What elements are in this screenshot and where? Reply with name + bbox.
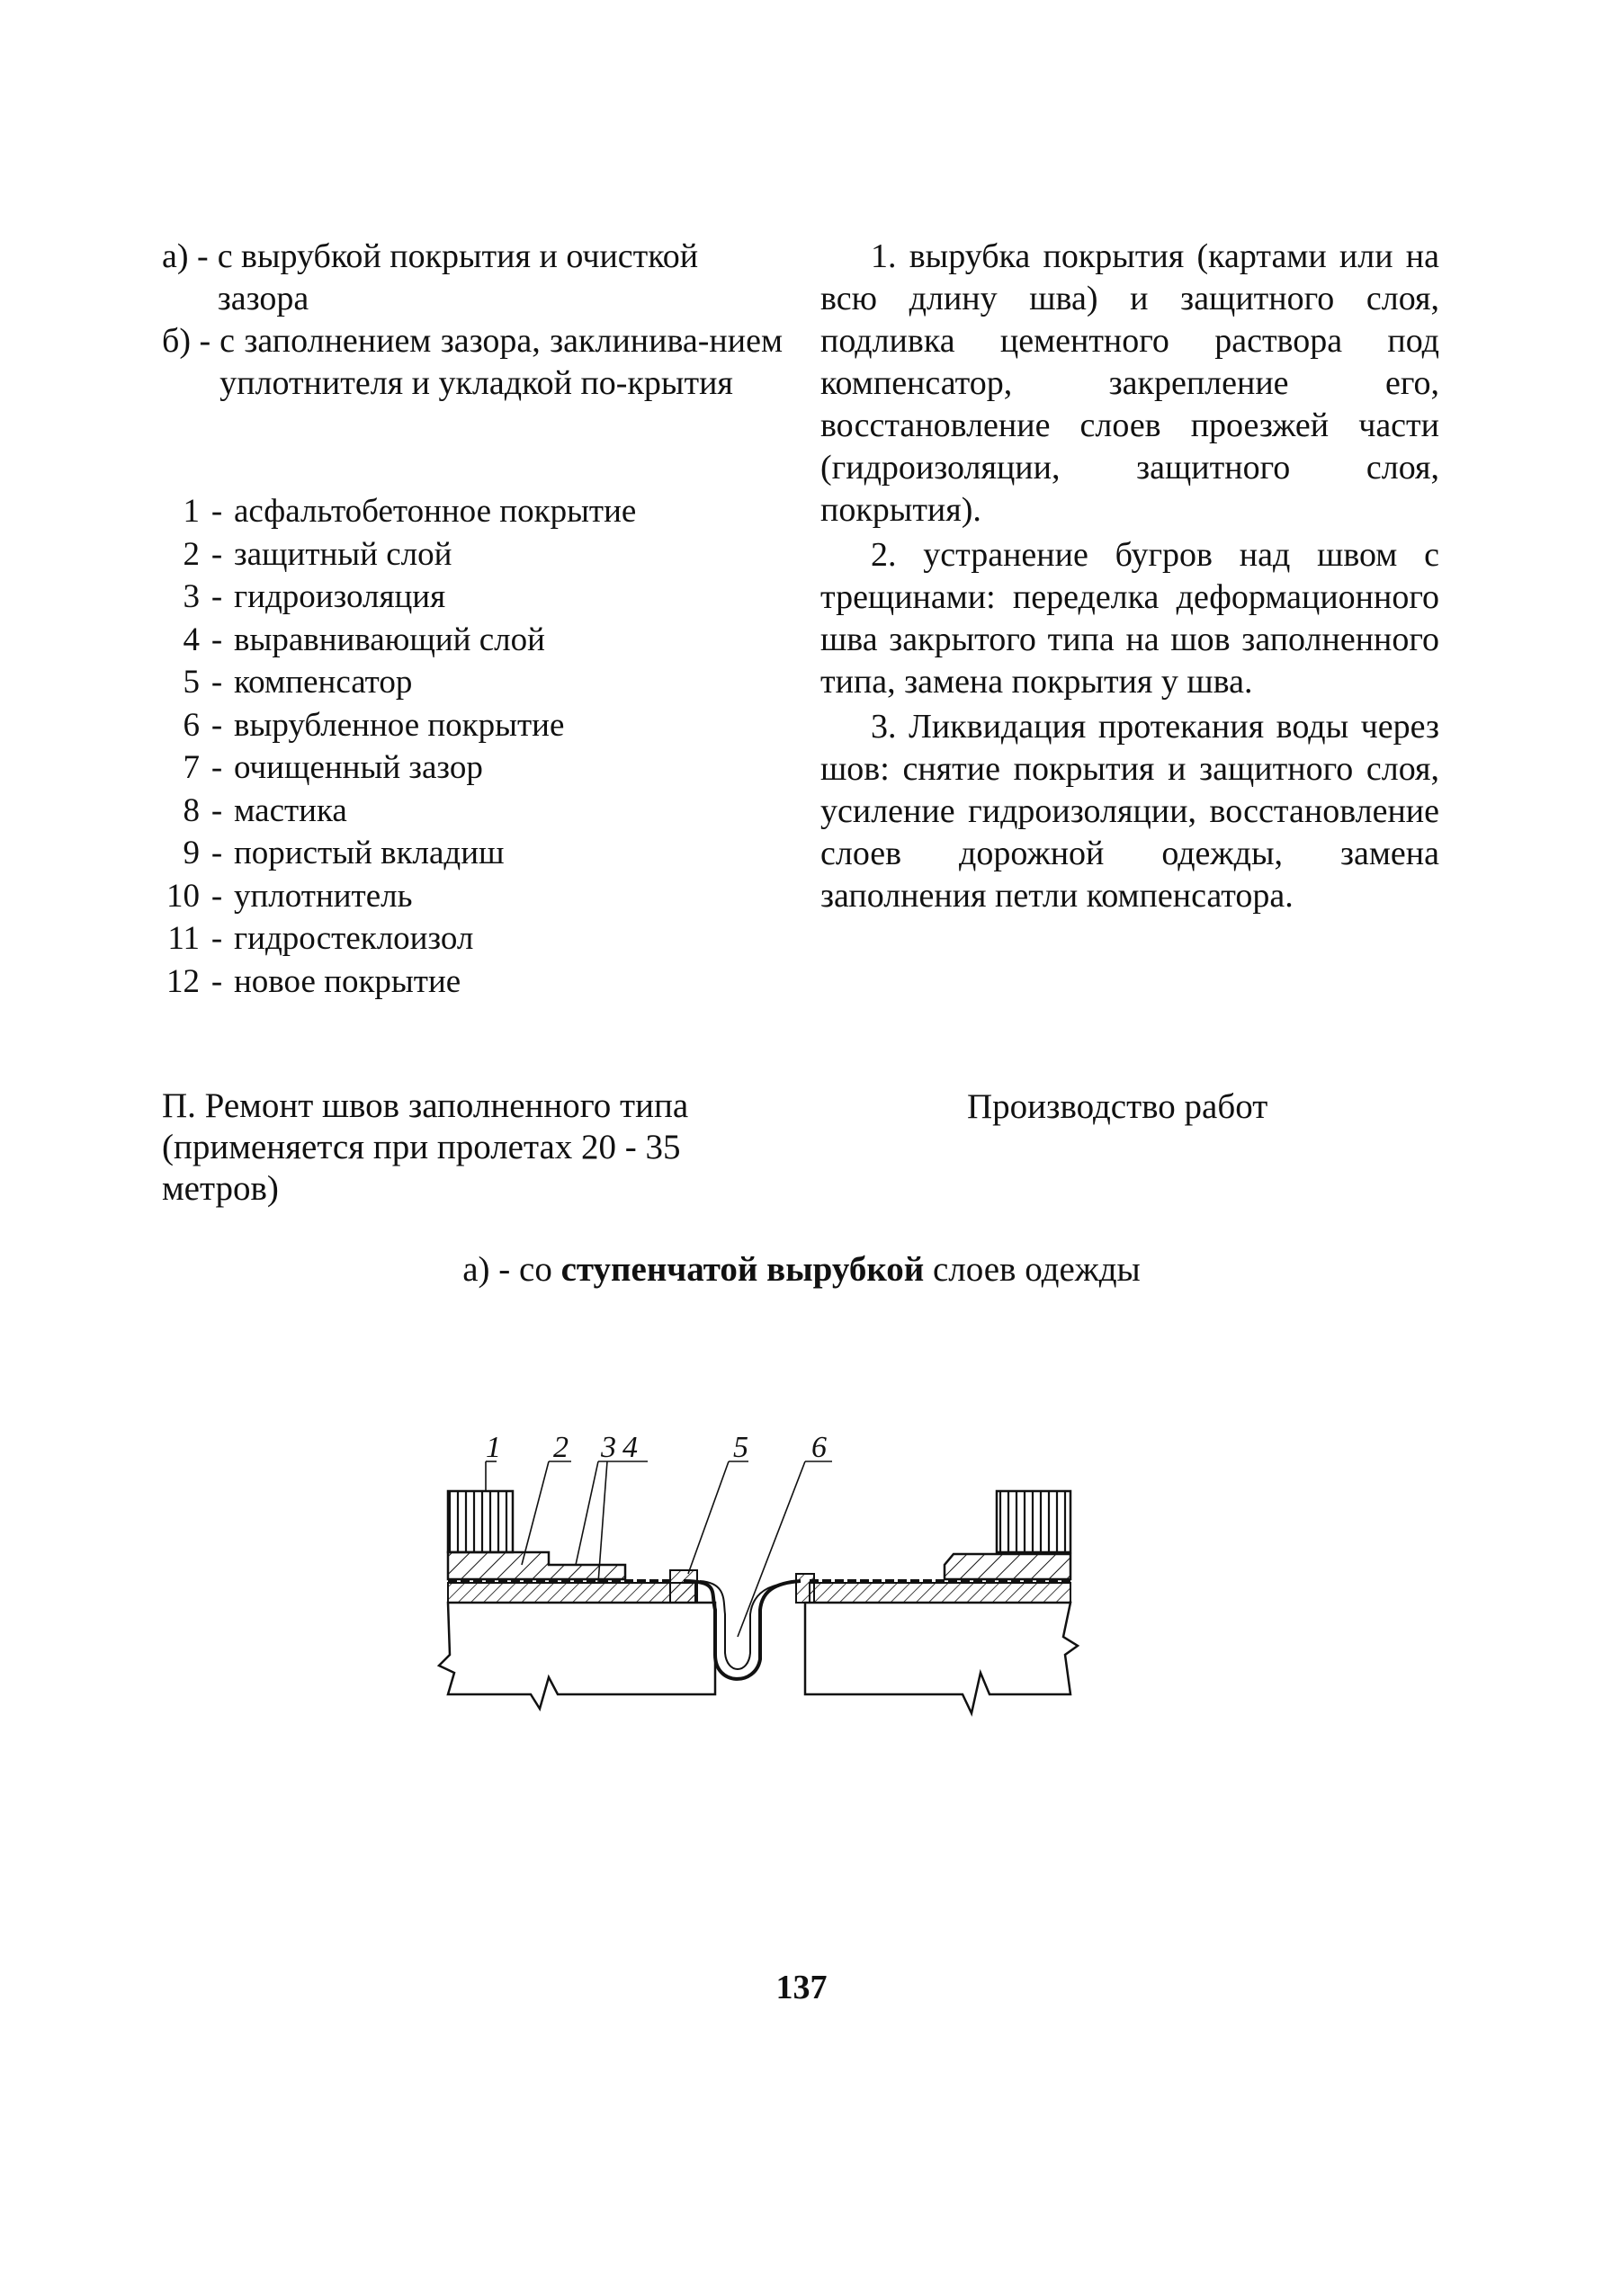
item-a-label: а) - bbox=[162, 237, 209, 275]
item-b-text: с заполнением зазора, заклинива-нием уплотнителя и укладкой по-крытия bbox=[219, 322, 783, 402]
legend-item: 11 - гидростеклоизол bbox=[167, 920, 474, 957]
paragraph-1: 1. вырубка покрытия (картами или на всю длину шва) и защитного слоя, подливка цементного раствора под компенсатор, закрепление его, восстановление слоев проезжей части (гидроизоляции, защитного слоя, покрытия). bbox=[820, 237, 1439, 529]
paragraph-2: 2. устранение бугров над швом с трещинами: переделка деформационного шва закрытого типа на шов заполненного типа, замена покрытия у шва. bbox=[820, 536, 1439, 701]
section-heading-line-3: метров) bbox=[162, 1169, 279, 1208]
paragraph-3: 3. Ликвидация протекания воды через шов: снятие покрытия и защитного слоя, усиление гидроизоляции, восстановление слоев дорожной одежды, замена заполнения петли компенсатора. bbox=[820, 708, 1439, 915]
figure-label-5: 5 bbox=[733, 1431, 748, 1464]
right-column bbox=[820, 236, 1439, 920]
figure-label-1: 1 bbox=[486, 1431, 501, 1464]
legend-item: 6 - вырубленное покрытие bbox=[183, 706, 565, 744]
legend-item: 8 - мастика bbox=[183, 791, 347, 829]
figure-label-6: 6 bbox=[811, 1431, 827, 1464]
legend-item: 2 - защитный слой bbox=[183, 535, 452, 573]
slab-right bbox=[805, 1603, 1078, 1713]
item-a-text: с вырубкой покрытия и очисткой зазора bbox=[217, 237, 699, 317]
section-heading-line-2: (применяется при пролетах 20 - 35 bbox=[162, 1128, 681, 1166]
legend-item: 5 - компенсатор bbox=[183, 664, 413, 701]
legend-item: 4 - выравнивающий слой bbox=[183, 621, 545, 658]
legend-item: 9 - пористый вкладиш bbox=[183, 835, 505, 871]
joint-diagram bbox=[414, 1430, 1133, 1727]
legend-item: 7 - очищенный зазор bbox=[183, 749, 483, 786]
item-a bbox=[162, 236, 783, 320]
leveling-layer-left bbox=[448, 1583, 695, 1603]
item-b bbox=[162, 320, 783, 405]
legend-item: 12 - новое покрытие bbox=[166, 962, 461, 1000]
legend-list bbox=[153, 490, 783, 1003]
figure-label-2: 2 bbox=[553, 1431, 569, 1464]
legend-item: 3 - гидроизоляция bbox=[183, 578, 446, 615]
figure-label-4: 4 bbox=[622, 1431, 638, 1464]
legend-item: 1 - асфальтобетонное покрытие bbox=[183, 493, 637, 530]
item-b-label: б) - bbox=[162, 322, 211, 360]
figure-label-3: 3 bbox=[601, 1431, 616, 1464]
page-number: 137 bbox=[775, 1969, 828, 2006]
work-heading: Производство работ bbox=[967, 1087, 1268, 1126]
section-heading-line-1: П. Ремонт швов заполненного типа bbox=[162, 1086, 689, 1125]
compensator-loop bbox=[684, 1581, 801, 1679]
legend-item: 10 - уплотнитель bbox=[166, 877, 413, 915]
section-heading bbox=[162, 1085, 810, 1210]
asphalt-right bbox=[997, 1491, 1070, 1552]
slab-left bbox=[439, 1603, 715, 1709]
leveling-layer-right bbox=[810, 1583, 1070, 1603]
asphalt-left bbox=[448, 1491, 513, 1552]
figure-caption: а) - со ступенчатой вырубкой слоев одежды bbox=[462, 1250, 1141, 1289]
protective-layer-right bbox=[945, 1554, 1070, 1579]
